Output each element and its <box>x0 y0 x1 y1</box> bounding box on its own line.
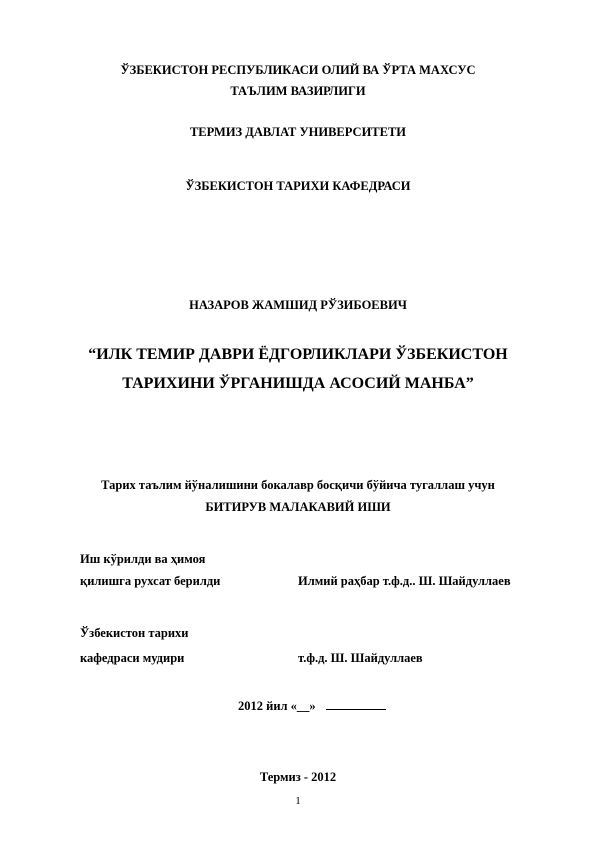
head-of-department-name: т.ф.д. Ш. Шайдуллаев <box>298 651 423 665</box>
author-name: НАЗАРОВ ЖАМШИД РЎЗИБОЕВИЧ <box>189 298 407 312</box>
ministry-line-2: ТАЪЛИМ ВАЗИРЛИГИ <box>230 84 366 98</box>
date-line <box>238 699 386 713</box>
work-type-line-2: БИТИРУВ МАЛАКАВИЙ ИШИ <box>205 500 391 514</box>
department-name: ЎЗБЕКИСТОН ТАРИХИ КАФЕДРАСИ <box>185 179 411 193</box>
work-type-line-1: Тарих таълим йўналишини бокалавр босқичи бўйича тугаллаш учун <box>101 478 495 492</box>
date-text: 2012 йил «__» <box>238 699 316 713</box>
thesis-title-line-2: ТАРИХИНИ ЎРГАНИШДА АСОСИЙ МАНБА” <box>122 375 474 392</box>
supervisor: Илмий раҳбар т.ф.д.. Ш. Шайдуллаев <box>298 574 511 588</box>
ministry-line-1: ЎЗБЕКИСТОН РЕСПУБЛИКАСИ ОЛИЙ ВА ЎРТА МАХСУС <box>120 63 476 77</box>
city-year: Термиз - 2012 <box>259 770 337 784</box>
thesis-title-line-1: “ИЛК ТЕМИР ДАВРИ ЁДГОРЛИКЛАРИ ЎЗБЕКИСТОН <box>88 346 508 363</box>
approval-left-line-2: қилишга рухсат берилди <box>80 574 221 588</box>
date-blank <box>326 699 386 710</box>
approval-left-line-1: Иш кўрилди ва ҳимоя <box>80 552 206 566</box>
head-of-department-left-line-1: Ўзбекистон тарихи <box>80 626 189 640</box>
head-of-department-left-line-2: кафедраси мудири <box>80 651 185 665</box>
university-name: ТЕРМИЗ ДАВЛАТ УНИВЕРСИТЕТИ <box>189 125 407 139</box>
page-number: 1 <box>295 795 301 807</box>
